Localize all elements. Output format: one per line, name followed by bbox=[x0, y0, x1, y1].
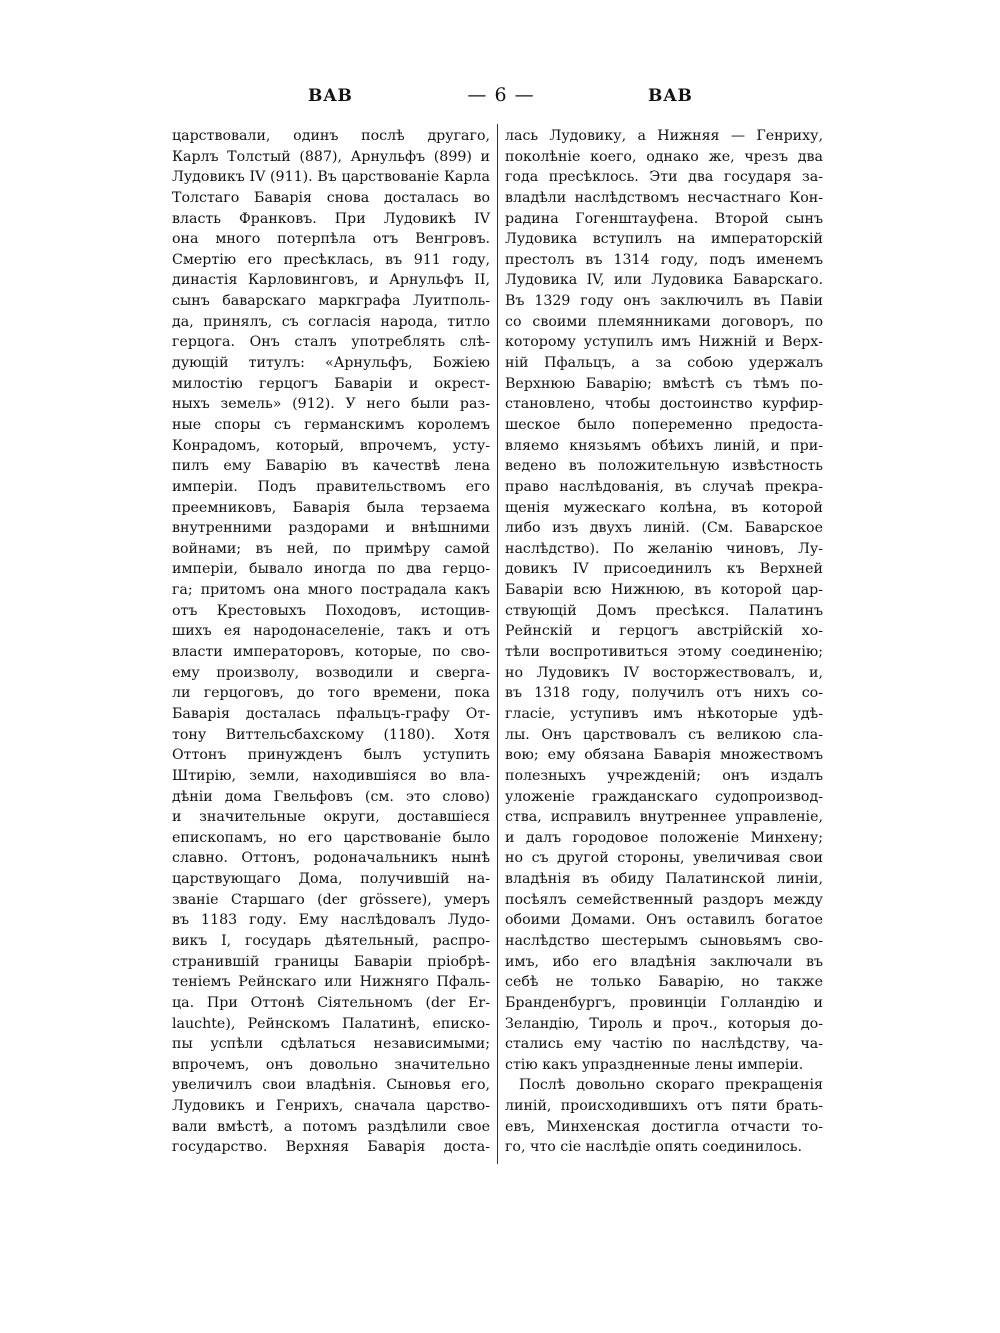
text-line: которому уступилъ имъ Нижній и Верх- bbox=[505, 334, 823, 351]
text-line: поколѣніе коего, однако же, чрезъ два bbox=[505, 148, 823, 165]
text-line: государство. Верхняя Баварія доста- bbox=[172, 1139, 490, 1156]
text-line: lauchte), Рейнскомъ Палатинѣ, еписко- bbox=[172, 1015, 490, 1032]
text-line: Верхнюю Баварію; вмѣстѣ съ тѣмъ по- bbox=[505, 375, 823, 392]
text-line: га; притомъ она много пострадала какъ bbox=[172, 582, 490, 599]
text-line: ствующій Домъ пресѣкся. Палатинъ bbox=[505, 602, 823, 619]
text-line: года пресѣклось. Эти два государя за- bbox=[505, 169, 823, 186]
text-line: наслѣдство шестерымъ сыновьямъ сво- bbox=[505, 932, 823, 949]
text-line: владѣнія въ обиду Палатинской линіи, bbox=[505, 871, 823, 888]
text-line: Лудовикъ IV (911). Въ царствованіе Карла bbox=[172, 169, 490, 186]
text-line: тону Виттельсбахскому (1180). Хотя bbox=[172, 726, 490, 743]
text-line: ныхъ земель» (912). У него были раз- bbox=[172, 396, 490, 413]
text-line: власти императоровъ, которые, по сво- bbox=[172, 644, 490, 661]
text-line: впрочемъ, онъ довольно значительно bbox=[172, 1056, 490, 1073]
text-line: наслѣдство). По желанію чиновъ, Лу- bbox=[505, 540, 823, 557]
text-line: и значительные округи, доставшіеся bbox=[172, 809, 490, 826]
text-line: пилъ ему Баварію въ качествѣ лена bbox=[172, 458, 490, 475]
text-line: линій, происходившихъ отъ пяти брать- bbox=[505, 1098, 823, 1115]
text-line: лы. Онъ царствовалъ съ великою сла- bbox=[505, 726, 823, 743]
running-head-right: BAB bbox=[648, 86, 693, 106]
text-line: посѣялъ семейственный раздоръ между bbox=[505, 891, 823, 908]
text-line: вали вмѣстѣ, а потомъ раздѣлили свое bbox=[172, 1118, 490, 1135]
text-line: въ 1183 году. Ему наслѣдовалъ Лудо- bbox=[172, 912, 490, 929]
text-line: Баварія досталась пфальцъ-графу От- bbox=[172, 705, 490, 722]
running-head-left: BAB bbox=[308, 86, 353, 106]
text-line: да, принялъ, съ согласія народа, титло bbox=[172, 313, 490, 330]
text-line: Рейнскій и герцогъ австрійскій хо- bbox=[505, 623, 823, 640]
text-line: Лудовика IV, или Лудовика Баварскаго. bbox=[505, 272, 823, 289]
text-line: но съ другой стороны, увеличивая свои bbox=[505, 850, 823, 867]
text-line: ведено въ положительную извѣстность bbox=[505, 458, 823, 475]
text-line: власть Франковъ. При Лудовикѣ IV bbox=[172, 210, 490, 227]
text-line: ему произволу, возводили и сверга- bbox=[172, 664, 490, 681]
text-line: Баваріи всю Нижнюю, въ которой цар- bbox=[505, 582, 823, 599]
text-line: династія Карловинговъ, и Арнульфъ II, bbox=[172, 272, 490, 289]
text-line: внутренними раздорами и внѣшними bbox=[172, 520, 490, 537]
text-line: радина Гогенштауфена. Второй сынъ bbox=[505, 210, 823, 227]
text-line: теніемъ Рейнскаго или Нижняго Пфаль- bbox=[172, 974, 490, 991]
text-line: престолъ въ 1314 году, подъ именемъ bbox=[505, 251, 823, 268]
text-line: званіе Старшаго (der grössere), умеръ bbox=[172, 891, 490, 908]
text-line: епископамъ, но его царствованіе было bbox=[172, 829, 490, 846]
text-line: преемниковъ, Баварія была терзаема bbox=[172, 499, 490, 516]
text-line: но Лудовикъ IV восторжествовалъ, и, bbox=[505, 664, 823, 681]
text-line: милостію герцогъ Баваріи и окрест- bbox=[172, 375, 490, 392]
text-line: Послѣ довольно скораго прекращенія bbox=[519, 1077, 823, 1094]
text-line: довикъ IV присоединилъ къ Верхней bbox=[505, 561, 823, 578]
text-line: царствовали, одинъ послѣ другаго, bbox=[172, 128, 490, 144]
text-line: и далъ городовое положеніе Минхену; bbox=[505, 829, 823, 846]
page-number: — 6 — bbox=[467, 84, 535, 106]
text-line: гласіе, уступивъ имъ нѣкоторые удѣ- bbox=[505, 705, 823, 722]
text-line: Толстаго Баварія снова досталась во bbox=[172, 189, 490, 206]
text-line: отъ Крестовыхъ Походовъ, истощив- bbox=[172, 602, 490, 619]
text-line: Карлъ Толстый (887), Арнульфъ (899) и bbox=[172, 148, 490, 165]
text-line: Лудовика вступилъ на императорскій bbox=[505, 231, 823, 248]
text-line: тѣли воспротивиться этому соединенію; bbox=[505, 644, 823, 661]
text-line: становлено, чтобы достоинство курфир- bbox=[505, 396, 823, 413]
text-line: дѣніи дома Гвельфовъ (см. это слово) bbox=[172, 788, 490, 805]
text-line: шихъ ея народонаселеніе, такъ и отъ bbox=[172, 623, 490, 640]
column-divider bbox=[497, 124, 498, 1164]
text-line: щенія мужескаго колѣна, въ которой bbox=[505, 499, 823, 516]
text-line: Оттонъ принужденъ былъ уступить bbox=[172, 747, 490, 764]
text-line: викъ I, государь дѣятельный, распро- bbox=[172, 932, 490, 949]
text-line: странившій границы Баваріи пріобрѣ- bbox=[172, 953, 490, 970]
text-line: дующій титулъ: «Арнульфъ, Божіею bbox=[172, 355, 490, 372]
text-line: владѣли наслѣдствомъ несчастнаго Кон- bbox=[505, 189, 823, 206]
text-line: вою; ему обязана Баварія множествомъ bbox=[505, 747, 823, 764]
text-line: царствующаго Дома, получившій на- bbox=[172, 871, 490, 888]
text-line: войнами; въ ней, по примѣру самой bbox=[172, 540, 490, 557]
text-line: ли герцоговъ, до того времени, пока bbox=[172, 685, 490, 702]
text-line: пы успѣли сдѣлаться независимыми; bbox=[172, 1036, 490, 1053]
left-text-column bbox=[172, 126, 490, 1158]
text-line: вляемо князьямъ обѣихъ линій, и при- bbox=[505, 437, 823, 454]
text-line: имперіи, бывало иногда по два герцо- bbox=[172, 561, 490, 578]
text-line: стію какъ упраздненные лены имперіи. bbox=[505, 1056, 804, 1073]
text-line: въ 1318 году, получилъ отъ нихъ со- bbox=[505, 685, 823, 702]
text-line: ній Пфальцъ, а за собою удержалъ bbox=[505, 355, 823, 372]
text-line: увеличилъ свои владѣнія. Сыновья его, bbox=[172, 1077, 490, 1094]
text-line: стались ему частію по наслѣдству, ча- bbox=[505, 1036, 823, 1053]
text-line: Зеландію, Тироль и проч., которыя до- bbox=[505, 1015, 823, 1032]
right-text-column bbox=[505, 126, 823, 1158]
text-line: право наслѣдованія, въ случаѣ прекра- bbox=[505, 478, 823, 495]
text-line: сынъ баварскаго маркграфа Луитполь- bbox=[172, 293, 490, 310]
text-line: лась Лудовику, а Нижняя — Генриху, bbox=[505, 128, 823, 144]
text-line: славно. Оттонъ, родоначальникъ нынѣ bbox=[172, 850, 490, 867]
text-line: Лудовикъ и Генрихъ, сначала царство- bbox=[172, 1098, 490, 1115]
text-line: Смертію его пресѣклась, въ 911 году, bbox=[172, 251, 490, 268]
text-line: шеское было попеременно предоста- bbox=[505, 416, 823, 433]
text-line: Штирію, земли, находившіяся во вла- bbox=[172, 767, 490, 784]
text-line: со своими племянниками договоръ, по bbox=[505, 313, 823, 330]
text-line: себѣ не только Баварію, но также bbox=[505, 974, 823, 991]
text-line: полезныхъ учрежденій; онъ издалъ bbox=[505, 767, 823, 784]
text-line: ца. При Оттонѣ Сіятельномъ (der Er- bbox=[172, 994, 490, 1011]
text-line: либо изъ двухъ линій. (См. Баварское bbox=[505, 520, 823, 537]
text-line: ства, исправилъ внутреннее управленіе, bbox=[505, 809, 823, 826]
text-line: имъ, ибо его владѣнія заключали въ bbox=[505, 953, 823, 970]
text-line: ные споры съ германскимъ королемъ bbox=[172, 416, 490, 433]
text-line: уложеніе гражданскаго судопроизвод- bbox=[505, 788, 823, 805]
text-line: обоими Домами. Онъ оставилъ богатое bbox=[505, 912, 823, 929]
text-line: Въ 1329 году онъ заключилъ въ Павіи bbox=[505, 293, 823, 310]
text-line: Конрадомъ, который, впрочемъ, усту- bbox=[172, 437, 490, 454]
text-line: го, что сіе наслѣдіе опять соединилось. bbox=[505, 1139, 803, 1156]
text-line: евъ, Минхенская достигла отчасти то- bbox=[505, 1118, 823, 1135]
text-line: она много потерпѣла отъ Венгровъ. bbox=[172, 231, 490, 248]
text-line: Бранденбургъ, провинціи Голландію и bbox=[505, 994, 823, 1011]
text-line: герцога. Онъ сталъ употреблять слѣ- bbox=[172, 334, 490, 351]
text-line: имперіи. Подъ правительствомъ его bbox=[172, 478, 490, 495]
